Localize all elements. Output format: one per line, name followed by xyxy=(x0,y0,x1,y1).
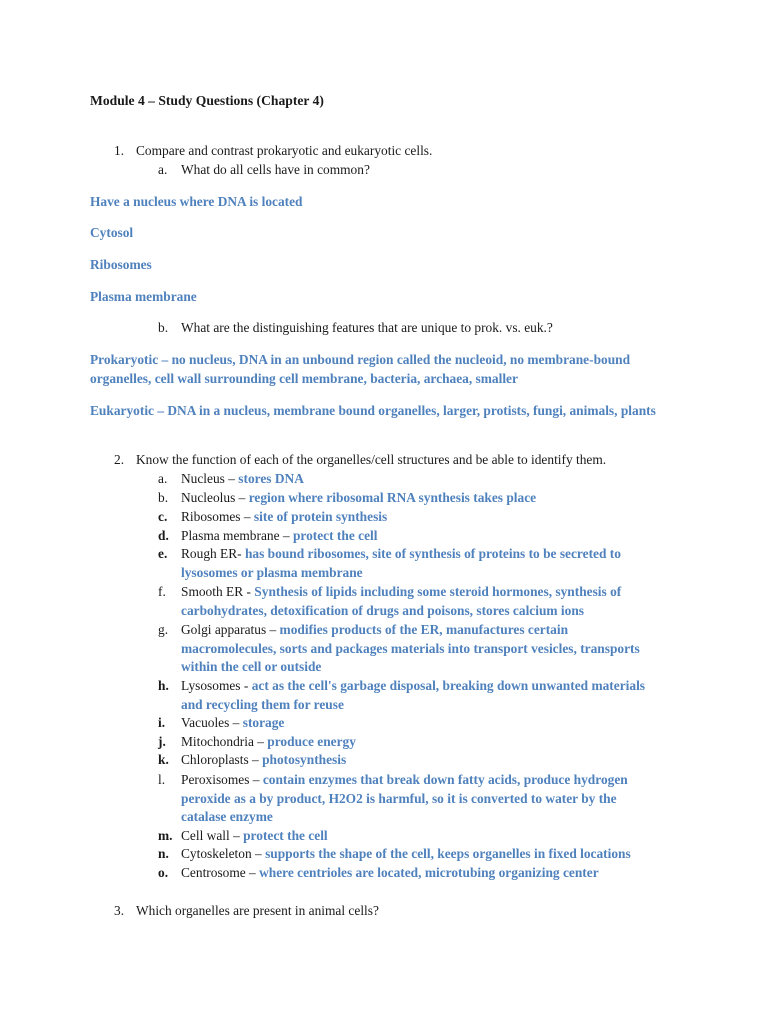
question-1b-marker: b. xyxy=(158,320,169,335)
organelle-marker: n. xyxy=(158,846,169,861)
organelle-item xyxy=(181,489,681,508)
organelle-item xyxy=(181,508,681,527)
organelle-marker: o. xyxy=(158,865,169,880)
organelle-name: Vacuoles – xyxy=(181,715,243,730)
organelle-function: supports the shape of the cell, keeps organelles in fixed locations xyxy=(265,846,631,861)
organelle-name: Rough ER- xyxy=(181,546,245,561)
organelle-function: contain enzymes that break down fatty acids, produce hydrogen peroxide as a by product, H2O2 is harmful, so it is converted to water by the catalase enzyme xyxy=(181,772,628,825)
organelle-function: stores DNA xyxy=(238,471,304,486)
organelle-item xyxy=(181,677,665,714)
organelle-item xyxy=(181,845,681,864)
question-2-text: Know the function of each of the organelles/cell structures and be able to identify them. xyxy=(136,452,607,467)
question-2-number: 2. xyxy=(114,452,125,467)
answer-1a-line: Ribosomes xyxy=(90,257,152,272)
organelle-name: Cytoskeleton – xyxy=(181,846,266,861)
organelle-marker: a. xyxy=(158,471,168,486)
organelle-marker: b. xyxy=(158,490,169,505)
organelle-marker: d. xyxy=(158,528,169,543)
organelle-function: storage xyxy=(242,715,285,730)
organelle-marker: h. xyxy=(158,678,169,693)
organelle-item xyxy=(181,771,651,827)
organelle-marker: f. xyxy=(158,584,166,599)
organelle-name: Nucleus – xyxy=(181,471,239,486)
organelle-marker: c. xyxy=(158,509,168,524)
organelle-item xyxy=(181,527,681,546)
organelle-item xyxy=(181,545,651,582)
question-3-number: 3. xyxy=(114,903,125,918)
organelle-item xyxy=(181,733,681,752)
organelle-name: Peroxisomes – xyxy=(181,772,263,787)
organelle-marker: e. xyxy=(158,546,168,561)
organelle-function: photosynthesis xyxy=(262,752,347,767)
question-1a-text: What do all cells have in common? xyxy=(181,162,370,177)
answer-1b-eukaryotic: Eukaryotic – DNA in a nucleus, membrane bound organelles, larger, protists, fungi, animals, plants xyxy=(90,403,656,418)
answer-1a-line: Have a nucleus where DNA is located xyxy=(90,194,303,209)
organelle-function: Synthesis of lipids including some steroid hormones, synthesis of carbohydrates, detoxification of drugs and poisons, stores calcium ions xyxy=(181,584,622,618)
organelle-name: Plasma membrane – xyxy=(181,528,293,543)
question-1-number: 1. xyxy=(114,143,125,158)
organelle-name: Centrosome – xyxy=(181,865,260,880)
organelle-marker: j. xyxy=(158,734,166,749)
organelle-function: has bound ribosomes, site of synthesis of proteins to be secreted to lysosomes or plasma membrane xyxy=(181,546,621,580)
organelle-marker: k. xyxy=(158,752,169,767)
answer-1a-line: Plasma membrane xyxy=(90,289,197,304)
organelle-function: act as the cell's garbage disposal, breaking down unwanted materials and recycling them for reuse xyxy=(181,678,645,712)
organelle-function: protect the cell xyxy=(292,528,378,543)
organelle-item xyxy=(181,583,651,620)
organelle-name: Cell wall – xyxy=(181,828,244,843)
organelle-name: Nucleolus – xyxy=(181,490,249,505)
organelle-name: Ribosomes – xyxy=(181,509,254,524)
organelle-item xyxy=(181,864,681,883)
organelle-name: Smooth ER - xyxy=(181,584,255,599)
organelle-marker: g. xyxy=(158,622,169,637)
organelle-name: Mitochondria – xyxy=(181,734,268,749)
organelle-function: site of protein synthesis xyxy=(253,509,388,524)
organelle-item xyxy=(181,470,681,489)
organelle-name: Chloroplasts – xyxy=(181,752,263,767)
question-1b-text: What are the distinguishing features that are unique to prok. vs. euk.? xyxy=(181,320,553,335)
document-title: Module 4 – Study Questions (Chapter 4) xyxy=(90,93,324,108)
organelle-item xyxy=(181,827,681,846)
organelle-name: Golgi apparatus – xyxy=(181,622,280,637)
organelle-function: produce energy xyxy=(267,734,356,749)
organelle-marker: i. xyxy=(158,715,166,730)
organelle-item xyxy=(181,621,661,677)
organelle-item xyxy=(181,751,681,770)
answer-1a-line: Cytosol xyxy=(90,225,134,240)
organelle-name: Lysosomes - xyxy=(181,678,252,693)
organelle-item xyxy=(181,714,681,733)
organelle-function: where centrioles are located, microtubing organizing center xyxy=(259,865,599,880)
organelle-function: region where ribosomal RNA synthesis takes place xyxy=(248,490,537,505)
answer-1b-prokaryotic: Prokaryotic – no nucleus, DNA in an unbound region called the nucleoid, no membrane-bound organelles, cell wall surrounding cell membrane, bacteria, archaea, smaller xyxy=(90,352,631,386)
question-3-text: Which organelles are present in animal cells? xyxy=(136,903,379,918)
organelle-marker: m. xyxy=(158,828,173,843)
question-1a-marker: a. xyxy=(158,162,168,177)
organelle-function: modifies products of the ER, manufactures certain macromolecules, sorts and packages materials into transport vesicles, transports within the cell or outside xyxy=(181,622,640,675)
organelle-marker: l. xyxy=(158,772,166,787)
question-1-text: Compare and contrast prokaryotic and eukaryotic cells. xyxy=(136,143,433,158)
organelle-function: protect the cell xyxy=(243,828,328,843)
